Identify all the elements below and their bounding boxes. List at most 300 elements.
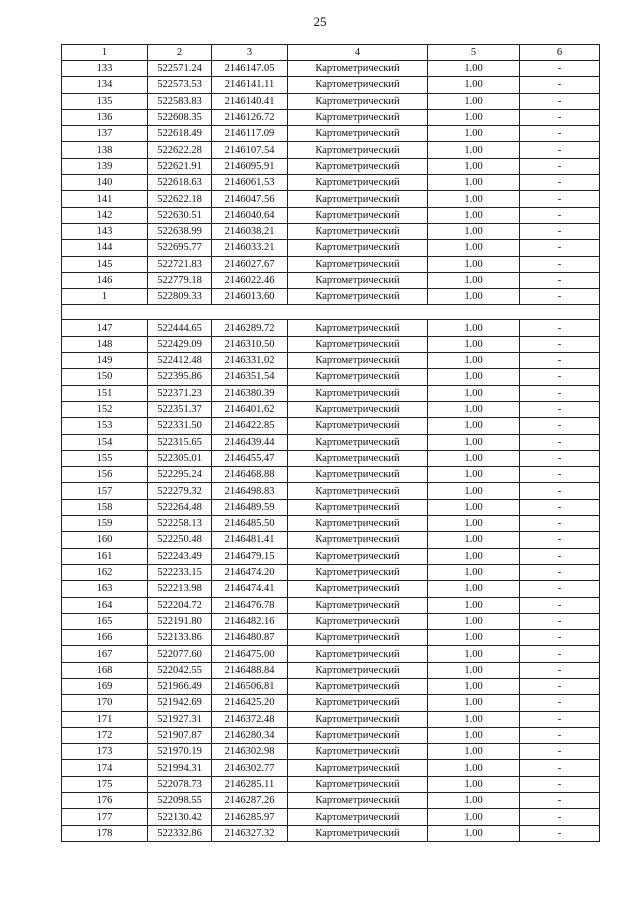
x-coordinate-cell: 522583.83 — [148, 93, 212, 109]
accuracy-cell: 1.00 — [428, 207, 520, 223]
y-coordinate-cell: 2146302.98 — [212, 744, 288, 760]
y-coordinate-cell: 2146107.54 — [212, 142, 288, 158]
table-row — [62, 109, 600, 125]
method-cell: Картометрический — [288, 126, 428, 142]
point-number-cell: 150 — [62, 369, 148, 385]
x-coordinate-cell: 522622.28 — [148, 142, 212, 158]
accuracy-cell: 1.00 — [428, 825, 520, 841]
method-cell: Картометрический — [288, 401, 428, 417]
table-row — [62, 207, 600, 223]
y-coordinate-cell: 2146351.54 — [212, 369, 288, 385]
accuracy-cell: 1.00 — [428, 467, 520, 483]
method-cell: Картометрический — [288, 272, 428, 288]
x-coordinate-cell: 521942.69 — [148, 695, 212, 711]
point-number-cell: 143 — [62, 223, 148, 239]
x-coordinate-cell: 522621.91 — [148, 158, 212, 174]
x-coordinate-cell: 521970.19 — [148, 744, 212, 760]
point-number-cell: 158 — [62, 499, 148, 515]
accuracy-cell: 1.00 — [428, 401, 520, 417]
x-coordinate-cell: 522258.13 — [148, 516, 212, 532]
point-number-cell: 157 — [62, 483, 148, 499]
table-row — [62, 385, 600, 401]
method-cell: Картометрический — [288, 646, 428, 662]
y-coordinate-cell: 2146126.72 — [212, 109, 288, 125]
y-coordinate-cell: 2146425.20 — [212, 695, 288, 711]
table-row — [62, 711, 600, 727]
table-row — [62, 630, 600, 646]
x-coordinate-cell: 522630.51 — [148, 207, 212, 223]
x-coordinate-cell: 522315.65 — [148, 434, 212, 450]
note-cell: - — [520, 175, 600, 191]
y-coordinate-cell: 2146302.77 — [212, 760, 288, 776]
note-cell: - — [520, 142, 600, 158]
point-number-cell: 135 — [62, 93, 148, 109]
y-coordinate-cell: 2146140.41 — [212, 93, 288, 109]
y-coordinate-cell: 2146047.56 — [212, 191, 288, 207]
note-cell: - — [520, 744, 600, 760]
method-cell: Картометрический — [288, 175, 428, 191]
accuracy-cell: 1.00 — [428, 532, 520, 548]
point-number-cell: 165 — [62, 613, 148, 629]
x-coordinate-cell: 522444.65 — [148, 320, 212, 336]
column-header-6: 6 — [520, 45, 600, 61]
table-row — [62, 793, 600, 809]
method-cell: Картометрический — [288, 597, 428, 613]
method-cell: Картометрический — [288, 744, 428, 760]
table-row — [62, 401, 600, 417]
y-coordinate-cell: 2146287.26 — [212, 793, 288, 809]
method-cell: Картометрический — [288, 695, 428, 711]
x-coordinate-cell: 522331.50 — [148, 418, 212, 434]
point-number-cell: 151 — [62, 385, 148, 401]
y-coordinate-cell: 2146481.41 — [212, 532, 288, 548]
point-number-cell: 153 — [62, 418, 148, 434]
column-header-2: 2 — [148, 45, 212, 61]
table-row — [62, 191, 600, 207]
point-number-cell: 173 — [62, 744, 148, 760]
table-row — [62, 158, 600, 174]
accuracy-cell: 1.00 — [428, 581, 520, 597]
x-coordinate-cell: 522213.98 — [148, 581, 212, 597]
y-coordinate-cell: 2146474.20 — [212, 564, 288, 580]
method-cell: Картометрический — [288, 630, 428, 646]
point-number-cell: 163 — [62, 581, 148, 597]
note-cell: - — [520, 256, 600, 272]
accuracy-cell: 1.00 — [428, 142, 520, 158]
accuracy-cell: 1.00 — [428, 727, 520, 743]
method-cell: Картометрический — [288, 385, 428, 401]
point-number-cell: 148 — [62, 336, 148, 352]
table-body — [62, 61, 600, 842]
accuracy-cell: 1.00 — [428, 385, 520, 401]
method-cell: Картометрический — [288, 532, 428, 548]
note-cell: - — [520, 434, 600, 450]
method-cell: Картометрический — [288, 77, 428, 93]
y-coordinate-cell: 2146022.46 — [212, 272, 288, 288]
accuracy-cell: 1.00 — [428, 93, 520, 109]
point-number-cell: 152 — [62, 401, 148, 417]
method-cell: Картометрический — [288, 142, 428, 158]
point-number-cell: 170 — [62, 695, 148, 711]
note-cell: - — [520, 581, 600, 597]
note-cell: - — [520, 613, 600, 629]
method-cell: Картометрический — [288, 158, 428, 174]
note-cell: - — [520, 207, 600, 223]
y-coordinate-cell: 2146331.02 — [212, 353, 288, 369]
x-coordinate-cell: 522638.99 — [148, 223, 212, 239]
method-cell: Картометрический — [288, 548, 428, 564]
x-coordinate-cell: 521907.87 — [148, 727, 212, 743]
note-cell: - — [520, 450, 600, 466]
method-cell: Картометрический — [288, 760, 428, 776]
table-row — [62, 240, 600, 256]
point-number-cell: 147 — [62, 320, 148, 336]
method-cell: Картометрический — [288, 320, 428, 336]
x-coordinate-cell: 522608.35 — [148, 109, 212, 125]
method-cell: Картометрический — [288, 418, 428, 434]
point-number-cell: 174 — [62, 760, 148, 776]
table-row — [62, 695, 600, 711]
table-row — [62, 662, 600, 678]
note-cell: - — [520, 109, 600, 125]
table-row — [62, 564, 600, 580]
x-coordinate-cell: 522295.24 — [148, 467, 212, 483]
x-coordinate-cell: 522332.86 — [148, 825, 212, 841]
x-coordinate-cell: 522395.86 — [148, 369, 212, 385]
table-row — [62, 646, 600, 662]
y-coordinate-cell: 2146372.48 — [212, 711, 288, 727]
note-cell: - — [520, 809, 600, 825]
table-header — [62, 45, 600, 61]
note-cell: - — [520, 126, 600, 142]
x-coordinate-cell: 522695.77 — [148, 240, 212, 256]
table-row — [62, 744, 600, 760]
accuracy-cell: 1.00 — [428, 77, 520, 93]
accuracy-cell: 1.00 — [428, 483, 520, 499]
table-row — [62, 548, 600, 564]
point-number-cell: 166 — [62, 630, 148, 646]
accuracy-cell: 1.00 — [428, 499, 520, 515]
y-coordinate-cell: 2146498.83 — [212, 483, 288, 499]
point-number-cell: 142 — [62, 207, 148, 223]
point-number-cell: 149 — [62, 353, 148, 369]
table-row — [62, 467, 600, 483]
table-row — [62, 61, 600, 77]
x-coordinate-cell: 522233.15 — [148, 564, 212, 580]
note-cell: - — [520, 401, 600, 417]
method-cell: Картометрический — [288, 613, 428, 629]
accuracy-cell: 1.00 — [428, 256, 520, 272]
note-cell: - — [520, 61, 600, 77]
method-cell: Картометрический — [288, 256, 428, 272]
method-cell: Картометрический — [288, 223, 428, 239]
x-coordinate-cell: 522191.80 — [148, 613, 212, 629]
point-number-cell: 141 — [62, 191, 148, 207]
table-row — [62, 450, 600, 466]
coordinates-table — [61, 44, 600, 842]
method-cell: Картометрический — [288, 711, 428, 727]
point-number-cell: 176 — [62, 793, 148, 809]
point-number-cell: 133 — [62, 61, 148, 77]
y-coordinate-cell: 2146285.97 — [212, 809, 288, 825]
note-cell: - — [520, 369, 600, 385]
table-row — [62, 581, 600, 597]
point-number-cell: 164 — [62, 597, 148, 613]
note-cell: - — [520, 467, 600, 483]
table-row — [62, 289, 600, 305]
y-coordinate-cell: 2146285.11 — [212, 776, 288, 792]
accuracy-cell: 1.00 — [428, 793, 520, 809]
x-coordinate-cell: 522721.83 — [148, 256, 212, 272]
accuracy-cell: 1.00 — [428, 776, 520, 792]
y-coordinate-cell: 2146455.47 — [212, 450, 288, 466]
y-coordinate-cell: 2146476.78 — [212, 597, 288, 613]
y-coordinate-cell: 2146280.34 — [212, 727, 288, 743]
y-coordinate-cell: 2146013.60 — [212, 289, 288, 305]
x-coordinate-cell: 522133.86 — [148, 630, 212, 646]
note-cell: - — [520, 483, 600, 499]
point-number-cell: 159 — [62, 516, 148, 532]
table-row — [62, 760, 600, 776]
accuracy-cell: 1.00 — [428, 597, 520, 613]
point-number-cell: 171 — [62, 711, 148, 727]
accuracy-cell: 1.00 — [428, 434, 520, 450]
note-cell: - — [520, 385, 600, 401]
note-cell: - — [520, 499, 600, 515]
x-coordinate-cell: 522243.49 — [148, 548, 212, 564]
point-number-cell: 144 — [62, 240, 148, 256]
method-cell: Картометрический — [288, 678, 428, 694]
y-coordinate-cell: 2146480.87 — [212, 630, 288, 646]
x-coordinate-cell: 522622.18 — [148, 191, 212, 207]
table-row — [62, 93, 600, 109]
accuracy-cell: 1.00 — [428, 369, 520, 385]
x-coordinate-cell: 521966.49 — [148, 678, 212, 694]
x-coordinate-cell: 522618.49 — [148, 126, 212, 142]
y-coordinate-cell: 2146327.32 — [212, 825, 288, 841]
point-number-cell: 162 — [62, 564, 148, 580]
column-header-1: 1 — [62, 45, 148, 61]
note-cell: - — [520, 289, 600, 305]
note-cell: - — [520, 272, 600, 288]
note-cell: - — [520, 320, 600, 336]
note-cell: - — [520, 516, 600, 532]
table-row — [62, 825, 600, 841]
y-coordinate-cell: 2146482.16 — [212, 613, 288, 629]
method-cell: Картометрический — [288, 564, 428, 580]
method-cell: Картометрический — [288, 93, 428, 109]
method-cell: Картометрический — [288, 434, 428, 450]
accuracy-cell: 1.00 — [428, 289, 520, 305]
x-coordinate-cell: 521994.31 — [148, 760, 212, 776]
accuracy-cell: 1.00 — [428, 175, 520, 191]
y-coordinate-cell: 2146117.09 — [212, 126, 288, 142]
y-coordinate-cell: 2146475.00 — [212, 646, 288, 662]
x-coordinate-cell: 522204.72 — [148, 597, 212, 613]
note-cell: - — [520, 240, 600, 256]
method-cell: Картометрический — [288, 483, 428, 499]
x-coordinate-cell: 522305.01 — [148, 450, 212, 466]
point-number-cell: 177 — [62, 809, 148, 825]
note-cell: - — [520, 711, 600, 727]
x-coordinate-cell: 522279.32 — [148, 483, 212, 499]
table-row — [62, 142, 600, 158]
note-cell: - — [520, 191, 600, 207]
table-row — [62, 483, 600, 499]
x-coordinate-cell: 522429.09 — [148, 336, 212, 352]
x-coordinate-cell: 522618.63 — [148, 175, 212, 191]
point-number-cell: 145 — [62, 256, 148, 272]
method-cell: Картометрический — [288, 809, 428, 825]
table-row — [62, 516, 600, 532]
y-coordinate-cell: 2146027.67 — [212, 256, 288, 272]
method-cell: Картометрический — [288, 353, 428, 369]
note-cell: - — [520, 793, 600, 809]
note-cell: - — [520, 630, 600, 646]
table-row — [62, 320, 600, 336]
method-cell: Картометрический — [288, 369, 428, 385]
accuracy-cell: 1.00 — [428, 223, 520, 239]
accuracy-cell: 1.00 — [428, 760, 520, 776]
point-number-cell: 168 — [62, 662, 148, 678]
point-number-cell: 172 — [62, 727, 148, 743]
section-separator-row — [62, 305, 600, 320]
note-cell: - — [520, 223, 600, 239]
column-header-3: 3 — [212, 45, 288, 61]
x-coordinate-cell: 522042.55 — [148, 662, 212, 678]
y-coordinate-cell: 2146038.21 — [212, 223, 288, 239]
y-coordinate-cell: 2146506.81 — [212, 678, 288, 694]
method-cell: Картометрический — [288, 581, 428, 597]
note-cell: - — [520, 158, 600, 174]
point-number-cell: 167 — [62, 646, 148, 662]
table-row — [62, 418, 600, 434]
table-row — [62, 434, 600, 450]
note-cell: - — [520, 532, 600, 548]
y-coordinate-cell: 2146439.44 — [212, 434, 288, 450]
method-cell: Картометрический — [288, 776, 428, 792]
x-coordinate-cell: 522078.73 — [148, 776, 212, 792]
x-coordinate-cell: 522250.48 — [148, 532, 212, 548]
accuracy-cell: 1.00 — [428, 336, 520, 352]
accuracy-cell: 1.00 — [428, 662, 520, 678]
accuracy-cell: 1.00 — [428, 109, 520, 125]
point-number-cell: 169 — [62, 678, 148, 694]
method-cell: Картометрический — [288, 240, 428, 256]
note-cell: - — [520, 646, 600, 662]
method-cell: Картометрический — [288, 191, 428, 207]
y-coordinate-cell: 2146422.85 — [212, 418, 288, 434]
point-number-cell: 138 — [62, 142, 148, 158]
accuracy-cell: 1.00 — [428, 191, 520, 207]
note-cell: - — [520, 93, 600, 109]
note-cell: - — [520, 77, 600, 93]
accuracy-cell: 1.00 — [428, 418, 520, 434]
note-cell: - — [520, 548, 600, 564]
y-coordinate-cell: 2146479.15 — [212, 548, 288, 564]
table-row — [62, 353, 600, 369]
note-cell: - — [520, 597, 600, 613]
accuracy-cell: 1.00 — [428, 240, 520, 256]
header-row — [62, 45, 600, 61]
table-row — [62, 256, 600, 272]
x-coordinate-cell: 522077.60 — [148, 646, 212, 662]
point-number-cell: 160 — [62, 532, 148, 548]
note-cell: - — [520, 825, 600, 841]
accuracy-cell: 1.00 — [428, 711, 520, 727]
table-row — [62, 499, 600, 515]
accuracy-cell: 1.00 — [428, 678, 520, 694]
accuracy-cell: 1.00 — [428, 126, 520, 142]
point-number-cell: 155 — [62, 450, 148, 466]
note-cell: - — [520, 353, 600, 369]
method-cell: Картометрический — [288, 662, 428, 678]
y-coordinate-cell: 2146147.05 — [212, 61, 288, 77]
y-coordinate-cell: 2146488.84 — [212, 662, 288, 678]
table-row — [62, 175, 600, 191]
note-cell: - — [520, 776, 600, 792]
accuracy-cell: 1.00 — [428, 646, 520, 662]
x-coordinate-cell: 522371.23 — [148, 385, 212, 401]
point-number-cell: 156 — [62, 467, 148, 483]
y-coordinate-cell: 2146289.72 — [212, 320, 288, 336]
table-row — [62, 727, 600, 743]
table-row — [62, 336, 600, 352]
point-number-cell: 178 — [62, 825, 148, 841]
note-cell: - — [520, 662, 600, 678]
table-row — [62, 678, 600, 694]
x-coordinate-cell: 522571.24 — [148, 61, 212, 77]
y-coordinate-cell: 2146040.64 — [212, 207, 288, 223]
table-row — [62, 776, 600, 792]
accuracy-cell: 1.00 — [428, 695, 520, 711]
y-coordinate-cell: 2146061.53 — [212, 175, 288, 191]
point-number-cell: 136 — [62, 109, 148, 125]
x-coordinate-cell: 522264.48 — [148, 499, 212, 515]
method-cell: Картометрический — [288, 289, 428, 305]
table-row — [62, 126, 600, 142]
accuracy-cell: 1.00 — [428, 630, 520, 646]
y-coordinate-cell: 2146310.50 — [212, 336, 288, 352]
y-coordinate-cell: 2146489.59 — [212, 499, 288, 515]
method-cell: Картометрический — [288, 450, 428, 466]
y-coordinate-cell: 2146033.21 — [212, 240, 288, 256]
method-cell: Картометрический — [288, 499, 428, 515]
y-coordinate-cell: 2146095.91 — [212, 158, 288, 174]
note-cell: - — [520, 727, 600, 743]
y-coordinate-cell: 2146141.11 — [212, 77, 288, 93]
method-cell: Картометрический — [288, 207, 428, 223]
point-number-cell: 139 — [62, 158, 148, 174]
table-row — [62, 532, 600, 548]
x-coordinate-cell: 522779.18 — [148, 272, 212, 288]
note-cell: - — [520, 564, 600, 580]
method-cell: Картометрический — [288, 109, 428, 125]
table-row — [62, 223, 600, 239]
table-row — [62, 369, 600, 385]
page-number: 25 — [313, 14, 327, 29]
method-cell: Картометрический — [288, 61, 428, 77]
accuracy-cell: 1.00 — [428, 320, 520, 336]
point-number-cell: 175 — [62, 776, 148, 792]
y-coordinate-cell: 2146468.88 — [212, 467, 288, 483]
point-number-cell: 161 — [62, 548, 148, 564]
method-cell: Картометрический — [288, 516, 428, 532]
table-row — [62, 77, 600, 93]
x-coordinate-cell: 522351.37 — [148, 401, 212, 417]
accuracy-cell: 1.00 — [428, 613, 520, 629]
method-cell: Картометрический — [288, 467, 428, 483]
